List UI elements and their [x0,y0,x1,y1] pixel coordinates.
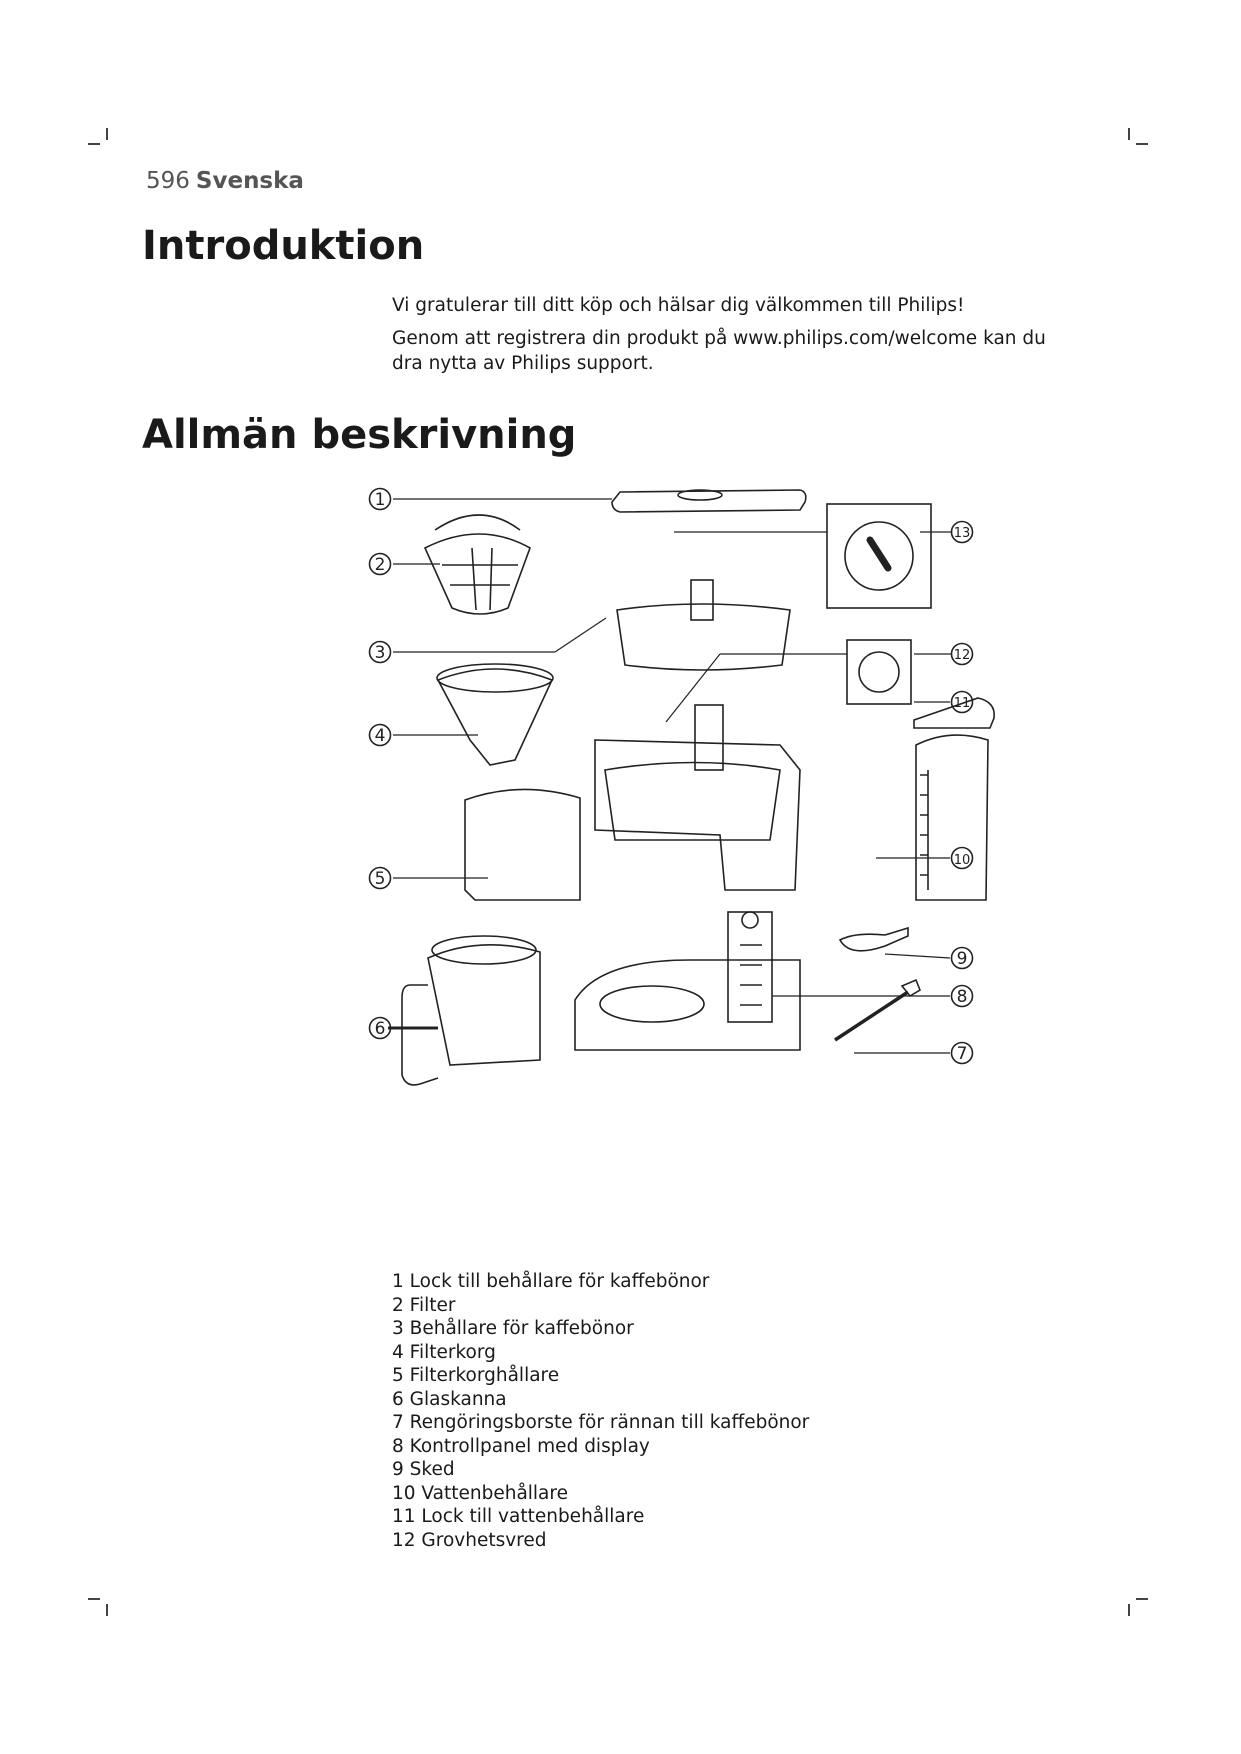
legend-item: 9 Sked [392,1459,455,1480]
crop-mark-top-right-v [1128,128,1130,140]
legend-item: 6 Glaskanna [392,1388,507,1410]
section-title-introduction: Introduktion [142,223,425,269]
crop-mark-top-left-v [106,128,108,140]
callout-1: 1 [374,490,386,510]
legend-item: 1 Lock till behållare för kaffebönor [392,1271,710,1292]
crop-mark-bottom-right-h [1136,1598,1148,1600]
intro-paragraph: Genom att registrera din produkt på www.philips.com/welcome kan du dra nytta av Philips support. [392,328,1046,374]
callout-4: 4 [374,726,386,746]
filter-basket-holder [465,789,580,900]
legend-item: 7 Rengöringsborste för rännan till kaffebönor [392,1412,810,1433]
legend-item: 2 Filter [392,1294,456,1316]
callout-7: 7 [956,1044,968,1064]
crop-mark-bottom-left-v [106,1604,108,1616]
legend-item: 12 Grovhetsvred [392,1529,547,1551]
intro-paragraph: Vi gratulerar till ditt köp och hälsar dig välkommen till Philips! [392,295,965,316]
crop-mark-top-right-h [1136,143,1148,145]
crop-mark-bottom-left-h [88,1598,100,1600]
callout-2: 2 [374,555,386,575]
legend-item: 8 Kontrollpanel med display [392,1435,650,1457]
callout-3: 3 [374,643,386,663]
measuring-spoon [840,928,908,951]
hotplate-base [575,960,800,1050]
callout-numbers [370,489,973,1065]
callout-10: 10 [953,853,971,868]
callout-11: 11 [953,696,971,711]
parts-legend [392,1270,809,1552]
crop-mark-bottom-right-v [1128,1604,1130,1616]
callout-5: 5 [374,869,386,889]
legend-item: 10 Vattenbehållare [392,1482,568,1504]
intro-text [392,293,1072,384]
bean-container [617,604,790,670]
cleaning-brush [835,992,908,1040]
grind-setting-inset [847,640,911,704]
carafe [428,945,540,1065]
callout-9: 9 [956,949,968,969]
callout-6: 6 [374,1019,386,1039]
callout-8: 8 [956,987,968,1007]
legend-item: 4 Filterkorg [392,1341,496,1363]
filter-basket [438,669,552,765]
callout-13: 13 [953,526,971,541]
legend-item: 3 Behållare för kaffebönor [392,1318,634,1339]
paper-filter [425,534,530,614]
product-diagram [374,480,1120,1220]
page-number: 596 [146,168,190,194]
crop-mark-top-left-h [88,143,100,145]
page-header [146,168,304,194]
callout-12: 12 [953,648,971,663]
coffee-maker-exploded-view [374,480,1120,1220]
page-language: Svenska [195,168,304,194]
bean-container-lid [612,490,806,512]
legend-item: 5 Filterkorghållare [392,1365,560,1386]
section-title-general-description: Allmän beskrivning [142,412,577,458]
legend-item: 11 Lock till vattenbehållare [392,1506,645,1527]
